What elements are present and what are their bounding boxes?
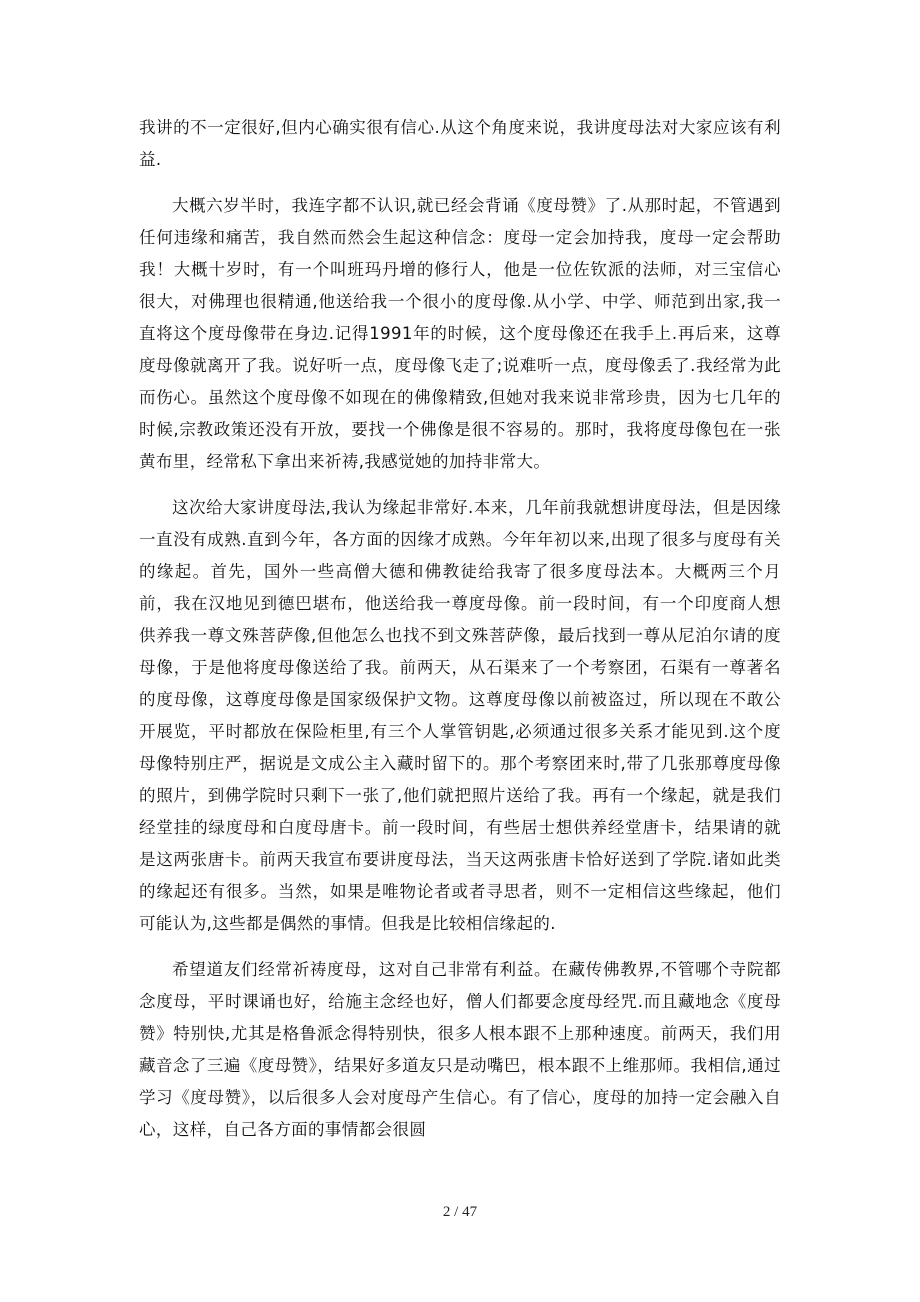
paragraph: 这次给大家讲度母法,我认为缘起非常好.本来，几年前我就想讲度母法，但是因缘一直没有成熟.直到今年，各方面的因缘才成熟。今年年初以来,出现了很多与度母有关的缘起。首先，国外一些高僧大德和佛教徒给我寄了很多度母法本。大概两三个月前，我在汉地见到德巴堪布，他送给我一尊度母像。前一段时间，有一个印度商人想供养我一尊文殊菩萨像,但他怎么也找不到文殊菩萨像，最后找到一尊从尼泊尔请的度母像，于是他将度母像送给了我。前两天，从石渠来了一个考察团，石渠有一尊著名的度母像，这尊度母像是国家级保护文物。这尊度母像以前被盗过，所以现在不敢公开展览，平时都放在保险柜里,有三个人掌管钥匙,必须通过很多关系才能见到.这个度母像特别庄严，据说是文成公主入藏时留下的。那个考察团来时,带了几张那尊度母像的照片，到佛学院时只剩下一张了,他们就把照片送给了我。再有一个缘起，就是我们经堂挂的绿度母和白度母唐卡。前一段时间，有些居士想供养经堂唐卡，结果请的就是这两张唐卡。前两天我宣布要讲度母法，当天这两张唐卡恰好送到了学院.诸如此类的缘起还有很多。当然，如果是唯物论者或者寻思者，则不一定相信这些缘起，他们可能认为,这些都是偶然的事情。但我是比较相信缘起的. — [139, 498, 781, 933]
paragraph: 大概六岁半时，我连字都不认识,就已经会背诵《度母赞》了.从那时起，不管遇到任何违缘和痛苦，我自然而然会生起这种信念：度母一定会加持我，度母一定会帮助我！大概十岁时，有一个叫班玛丹增的修行人，他是一位佐钦派的法师，对三宝信心很大，对佛理也很精通,他送给我一个很小的度母像.从小学、中学、师范到出家,我一直将这个度母像带在身边.记得1991年的时候，这个度母像还在我手上.再后来，这尊度母像就离开了我。说好听一点，度母像飞走了;说难听一点，度母像丢了.我经常为此而伤心。虽然这个度母像不如现在的佛像精致,但她对我来说非常珍贵，因为七几年的时候,宗教政策还没有开放，要找一个佛像是很不容易的。那时，我将度母像包在一张黄布里，经常私下拿出来祈祷,我感觉她的加持非常大。 — [139, 196, 781, 471]
paragraph: 我讲的不一定很好,但内心确实很有信心.从这个角度来说，我讲度母法对大家应该有利益. — [139, 118, 781, 169]
page-number: 2 / 47 — [442, 1204, 478, 1220]
body-text — [139, 112, 781, 1160]
paragraph: 希望道友们经常祈祷度母，这对自己非常有利益。在藏传佛教界,不管哪个寺院都念度母，平时课诵也好，给施主念经也好，僧人们都要念度母经咒.而且藏地念《度母赞》特别快,尤其是格鲁派念得特别快，很多人根本跟不上那种速度。前两天，我们用藏音念了三遍《度母赞》，结果好多道友只是动嘴巴，根本跟不上维那师。我相信,通过学习《度母赞》，以后很多人会对度母产生信心。有了信心，度母的加持一定会融入自心，这样，自己各方面的事情都会很圆 — [139, 960, 781, 1139]
